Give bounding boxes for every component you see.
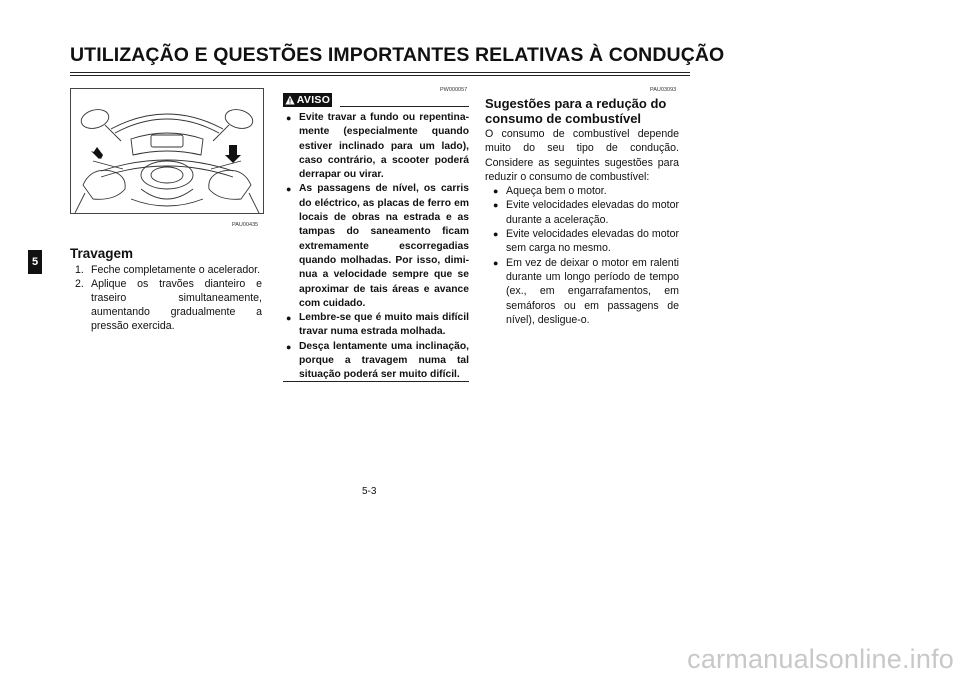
tip-text: Aqueça bem o motor. (506, 185, 607, 198)
page-number: 5-3 (362, 486, 377, 497)
braking-steps (75, 263, 262, 333)
step-item (75, 263, 262, 277)
warning-ref-code: PW000057 (440, 87, 468, 93)
chapter-tab: 5 (28, 250, 42, 274)
section-heading-fuel (485, 96, 666, 126)
braking-illustration (70, 88, 264, 214)
intro-paragraph: O consumo de combustível depende muito do seu tipo de condução. Considere as seguintes sugestões para reduzir o consumo de combustível: (485, 128, 679, 183)
section-heading-travagem: Travagem (70, 246, 134, 261)
warning-label: AVISO (296, 94, 331, 106)
figure-ref-code: PAU00435 (232, 222, 259, 228)
warning-text: As passagens de nível, os carris do eléctrico, as placas de ferro em locais de obras na estrada e as tampas do saneamento ficam extremamente escorregadias quando molhadas. Por isso, diminua a velocidade sempre que se aproximar de tais áreas e avance com cuidado. (299, 183, 469, 309)
tip-item (490, 227, 679, 256)
tip-item (490, 256, 679, 327)
warning-badge (283, 93, 332, 107)
bullet-icon: ● (493, 257, 499, 268)
step-number: 2. (75, 278, 84, 290)
step-text: Aplique os travões dianteiro e traseiro simultaneamente, aumentando gradualmente a pressão exercida. (91, 278, 262, 332)
warning-text: Evite travar a fundo ou repentinamente (especialmente quando estiver inclinado para um lado), caso contrário, a scooter poderá derrapar ou virar. (299, 112, 469, 181)
tip-text: Em vez de deixar o motor em ralenti durante um longo período de tempo (ex., em engarrafamentos, em semáforos ou em passagens de nível), desligue-o. (506, 256, 679, 326)
tip-text: Evite velocidades elevadas do motor sem carga no mesmo. (506, 228, 679, 255)
scooter-handlebar-drawing (71, 89, 263, 213)
bullet-icon: ● (493, 186, 499, 197)
bullet-icon: ● (286, 313, 292, 324)
bullet-icon: ● (493, 229, 499, 240)
bullet-icon: ● (286, 184, 292, 195)
fuel-tips-list (485, 184, 679, 327)
tip-item (490, 198, 679, 227)
warning-item (283, 311, 469, 340)
bullet-icon: ● (493, 200, 499, 211)
bullet-icon: ● (286, 113, 292, 123)
step-text: Feche completamente o acelerador. (91, 264, 261, 276)
tip-text: Evite velocidades elevadas do motor durante a aceleração. (506, 199, 679, 226)
tip-item (490, 184, 679, 198)
bullet-icon: ● (286, 341, 292, 352)
step-number: 1. (75, 264, 84, 276)
warning-text: Desça lentamente uma inclinação, porque a travagem numa tal situação poderá ser muito difícil. (299, 340, 469, 381)
warning-triangle-icon (285, 95, 295, 105)
warning-bottom-rule (283, 381, 469, 382)
title-rule-thin (70, 75, 690, 76)
step-item (75, 277, 262, 333)
title-rule-thick (70, 72, 690, 73)
warning-rule (340, 106, 469, 107)
watermark: carmanualsonline.info (687, 644, 954, 674)
fuel-tips-body (485, 127, 679, 327)
warning-text: Lembre-se que é muito mais difícil travar numa estrada molhada. (299, 312, 469, 338)
warning-item (283, 182, 469, 311)
warning-item (283, 111, 469, 182)
page-title: UTILIZAÇÃO E QUESTÕES IMPORTANTES RELATIVAS À CONDUÇÃO (70, 44, 725, 66)
warning-item (283, 340, 469, 383)
heading-line-1: Sugestões para a redução do (485, 96, 667, 111)
warning-list (283, 111, 469, 383)
section-ref-code: PAU03093 (650, 87, 677, 93)
heading-line-2: consumo de combustível (485, 111, 642, 126)
